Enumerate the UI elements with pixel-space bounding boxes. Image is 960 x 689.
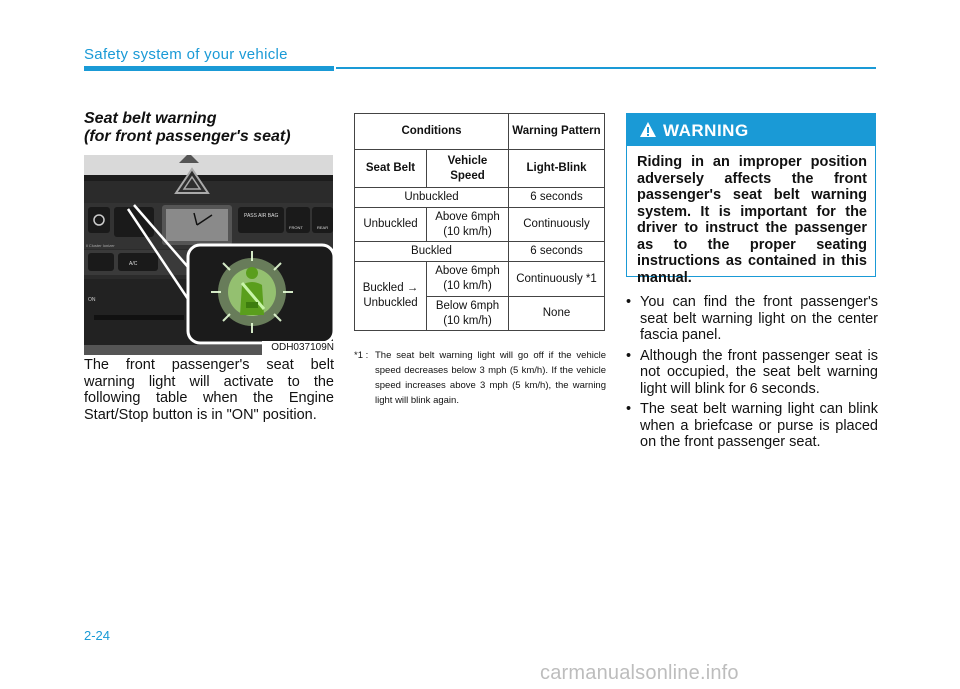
table-cell: Unbuckled — [355, 188, 509, 208]
seat-belt-warning-icon — [211, 251, 293, 333]
bullet-icon: • — [626, 347, 632, 364]
table-cell: 6 seconds — [509, 242, 605, 262]
table-row — [355, 208, 605, 242]
intro-paragraph: The front passenger's seat belt warning light will activate to the following table when the Engine Start/Stop button is in "ON" position. — [84, 357, 334, 423]
page-number: 2-24 — [84, 628, 111, 643]
list-item — [626, 348, 878, 398]
bullet-text: The seat belt warning light can blink when a briefcase or purse is placed on the front passenger seat. — [640, 401, 878, 450]
table-cell: Buckled → Unbuckled — [355, 262, 427, 331]
vehicle-speed-header: Vehicle Speed — [427, 150, 509, 188]
list-item — [626, 294, 878, 344]
on-label: ON — [88, 297, 96, 303]
bullet-icon: • — [626, 294, 632, 310]
footnote-mark: *1 : — [354, 350, 369, 361]
table-cell: 6 seconds — [509, 188, 605, 208]
info-bullet-list — [626, 294, 878, 455]
rear-label: REAR — [317, 225, 329, 230]
warning-triangle-icon — [639, 121, 657, 143]
list-item — [626, 401, 878, 451]
warning-text: Riding in an improper position adversely affects the front passenger's seat belt warning system. It is important for the driver to instruct the passenger as to the proper seating instructions as contained in this manual. — [637, 154, 867, 286]
seat-belt-header: Seat Belt — [355, 150, 427, 188]
header-rule-right — [336, 67, 876, 69]
bullet-icon: • — [626, 401, 632, 417]
table-row — [355, 242, 605, 262]
front-label: FRONT — [289, 225, 303, 230]
warning-header — [627, 114, 875, 146]
footnote-text: The seat belt warning light will go off if the vehicle speed decreases below 3 mph (5 km/h). If the vehicle speed increases above 3 mph (5 km/h), the warning light will blink again. — [375, 350, 606, 406]
table-cell: Continuously — [509, 208, 605, 242]
bullet-text: Although the front passenger seat is not occupied, the seat belt warning light will blink for 6 seconds. — [640, 347, 878, 397]
watermark: carmanualsonline.info — [540, 662, 739, 684]
ac-label: A/C — [129, 261, 138, 267]
warning-pattern-header: Warning Pattern — [509, 114, 605, 150]
section-title — [84, 110, 291, 146]
table-subheader-row — [355, 150, 605, 188]
table-footnote — [354, 348, 606, 408]
section-title-line2: (for front passenger's seat) — [84, 128, 291, 145]
image-code: ODH037109N — [262, 341, 335, 355]
table-row — [355, 262, 605, 297]
light-blink-header: Light-Blink — [509, 150, 605, 188]
cluster-label: ll Cluster Ionizer — [86, 243, 115, 248]
warning-title: WARNING — [663, 121, 749, 140]
table-header-row — [355, 114, 605, 150]
table-cell: Below 6mph (10 km/h) — [427, 297, 509, 331]
dashboard-photo — [84, 155, 333, 355]
warning-pattern-table — [354, 113, 605, 331]
table-cell: Buckled — [355, 242, 509, 262]
bullet-text: You can find the front passenger's seat belt warning light on the center fascia panel. — [640, 294, 878, 343]
section-header-title: Safety system of your vehicle — [84, 46, 288, 63]
table-cell: Above 6mph (10 km/h) — [427, 208, 509, 242]
table-row — [355, 188, 605, 208]
conditions-header: Conditions — [355, 114, 509, 150]
dashboard-illustration — [84, 155, 333, 355]
header-rule-left — [84, 66, 334, 71]
table-cell: None — [509, 297, 605, 331]
pass-airbag-label: PASS AIR BAG — [244, 213, 279, 219]
table-cell: Continuously *1 — [509, 262, 605, 297]
table-cell: Unbuckled — [355, 208, 427, 242]
table-cell: Above 6mph (10 km/h) — [427, 262, 509, 297]
section-title-line1: Seat belt warning — [84, 110, 217, 127]
